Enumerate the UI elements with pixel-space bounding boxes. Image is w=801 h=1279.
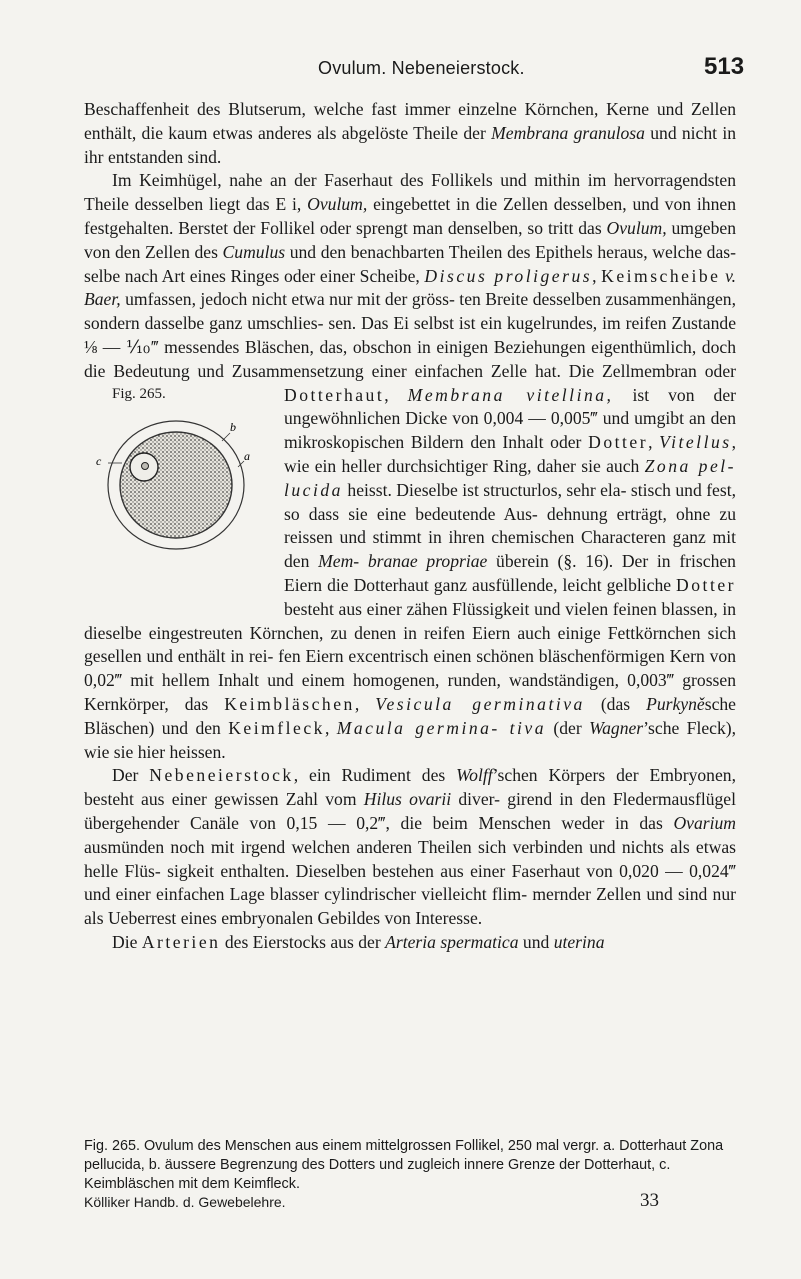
ovum-illustration (94, 403, 274, 563)
mark-a: a (244, 448, 250, 463)
paragraph-1: Beschaffenheit des Blutserum, welche fast immer einzelne Körnchen, Kerne und Zellen enthält, die kaum etwas anderes als abgelöste Theile der Membrana granulosa und nicht in ihr entstanden sind. (84, 99, 737, 167)
paragraph-2: Im Keimhügel, nahe an der Faserhaut des Follikels und mithin im hervorragendsten Theile desselben liegt das E i, Ovulum, eingebettet in die Zellen desselben, und von ihnen festgehalten. Berstet der Follikel oder sprengt man denselben, so tritt das Ovulum, umgeben von den Zellen des Cumulus und den benachbarten Theilen des Epithels heraus, welche das- selbe nach Art eines Ringes oder einer Scheibe, Discus proligerus, Keimscheibe v. Baer, umfassen, jedoch nicht etwa nur mit der gröss- ten Breite desselben zusammenhängen, sondern dasselbe ganz umschlies- sen. Das Ei selbst ist ein kugelrundes, im reifen Zustande ⅛ — ⅒‴ messendes Bläschen, das, obschon in einigen Beziehungen eigenthümlich, doch die Bedeutung und Zusammensetzung einer einfachen Zelle hat. Die Zellmembran oder Fig. 265. b a c Dotterhaut, Membrana vitellina, ist von der ungewöhnlichen Dicke von 0,004 — 0,005‴ und umgibt an den mikroskopischen Bildern den Inhalt oder Dotter, Vitellus, wie ein heller durchsichtiger Ring, daher sie auch Zona pel- lucida heisst. Dieselbe ist structurlos, sehr ela- stisch und fest, so dass sie eine bedeutende Aus- dehnung erträgt, ohne zu reissen und stimmt in ihren chemischen Characteren ganz mit den Mem- branae propriae überein (§. 16). Der in frischen Eiern die Dotterhaut ganz ausfüllende, leicht gelbliche Dotter besteht aus einer zähen Flüssigkeit und vielen feinen blassen, in dieselbe eingestreuten Körnchen, zu denen in reifen Eiern auch einige Fettkörnchen sich gesellen und enthält in rei- fen Eiern excentrisch einen schönen bläschenförmigen Kern von 0,02‴ mit hellem Inhalt und einem homogenen, runden, wandständigen, 0,003‴ grossen Kernkörper, das Keimbläschen, Vesicula germinativa (das Purkyněsche Bläschen) und den Keimfleck, Macula germina- tiva (der Wagner’sche Fleck), wie sie hier heissen. (84, 170, 737, 762)
figure-caption: Fig. 265. Ovulum des Menschen aus einem mittelgrossen Follikel, 250 mal vergr. a. Dotterhaut Zona pellucida, b. äussere Begrenzung des Dotters und zugleich innere Grenze der Dotterhaut, c. Keimbläschen mit dem Keimfleck. (84, 1138, 724, 1192)
paragraph-3: Der Nebeneierstock, ein Rudiment des Wolff’schen Körpers der Embryonen, besteht aus einer gewissen Zahl vom Hilus ovarii diver- girend in den Fledermausflügel übergehender Canäle von 0,15 — 0,2‴, die beim Menschen weder in das Ovarium ausmünden noch mit irgend welchen anderen Theilen sich verbinden und nichts als etwas helle Flüs- sigkeit enthalten. Dieselben bestehen aus einer Faserhaut von 0,020 — 0,024‴ und einer einfachen Lage blasser cylindrischer vielleicht flim- mernder Zellen und sind nur als Ueberrest eines embryonalen Gebildes von Interesse. (84, 765, 736, 929)
figure-265 (84, 383, 276, 619)
body-text (84, 98, 736, 955)
yolk (120, 432, 232, 538)
mark-c: c (96, 453, 102, 468)
mark-b: b (230, 419, 236, 434)
germinal-spot (142, 462, 149, 469)
running-title: Ovulum. Nebeneierstock. (318, 58, 525, 78)
running-header (0, 52, 801, 92)
paragraph-4: Die Arterien des Eierstocks aus der Arteria spermatica und uterina (112, 931, 605, 952)
signature-mark: 33 (640, 1190, 659, 1211)
page-footer (84, 1190, 736, 1211)
page-number: 513 (704, 53, 745, 80)
footer-source: Kölliker Handb. d. Gewebelehre. (84, 1194, 286, 1210)
figure-label: Fig. 265. (112, 385, 166, 402)
